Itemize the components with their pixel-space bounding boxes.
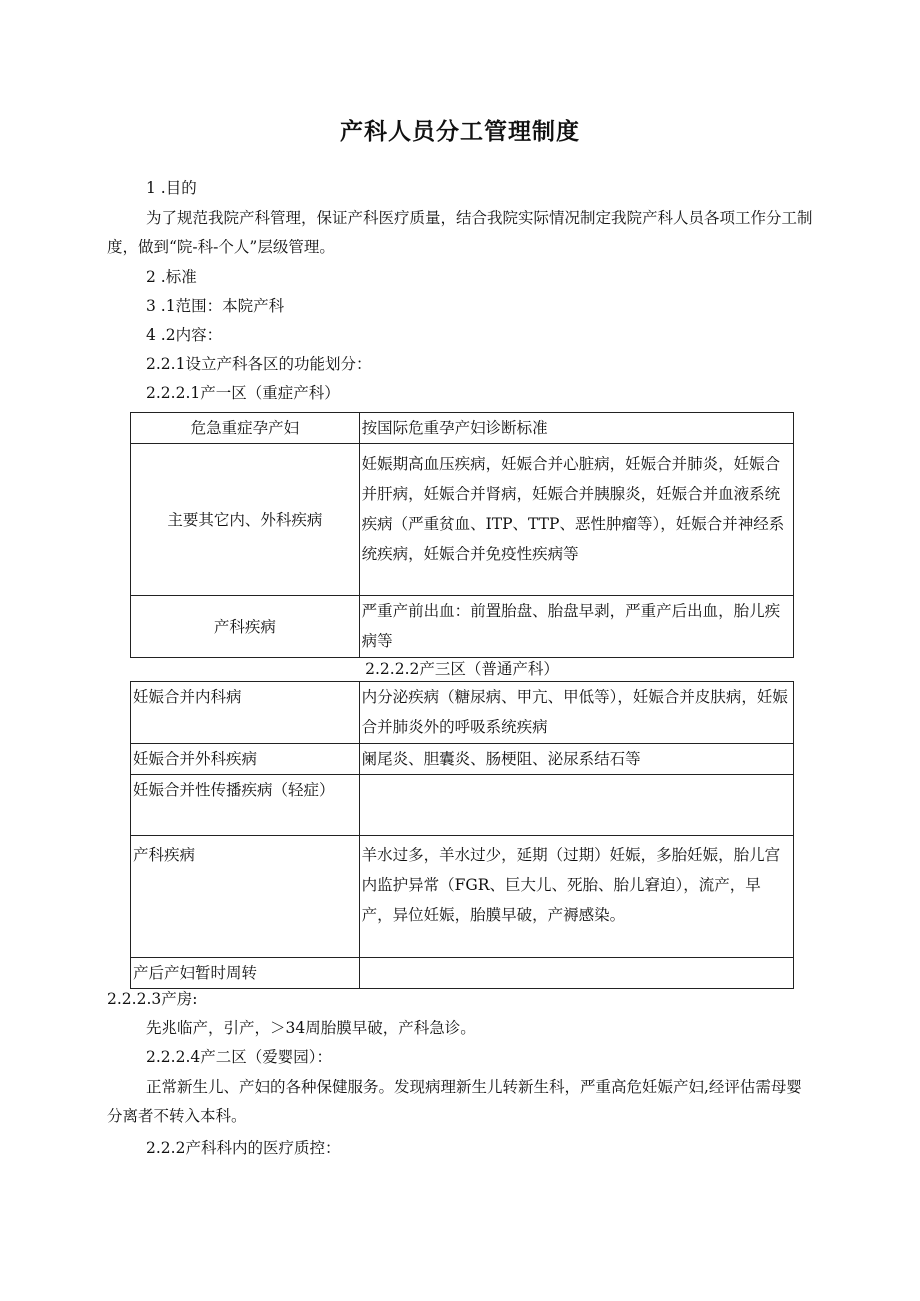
table-row (131, 444, 794, 596)
scope-line: 3 .1范围：本院产科 (146, 297, 285, 315)
table-cell-label: 产科疾病 (131, 836, 360, 958)
zone2-heading: 2.2.2.4产二区（爱婴园）： (146, 1048, 332, 1066)
table-cell-label: 产后产妇暂时周转 (131, 958, 360, 989)
table-cell-content: 羊水过多，羊水过少，延期（过期）妊娠，多胎妊娠，胎儿宫内监护异常（FGR、巨大儿、死胎、胎儿窘迫），流产，早产，异位妊娠，胎膜早破，产褥感染。 (359, 836, 793, 958)
section-standard-heading: 2 .标准 (146, 268, 197, 286)
table-cell-label: 危急重症孕产妇 (131, 413, 360, 444)
zone2-paragraph: 正常新生儿、产妇的各种保健服务。发现病理新生儿转新生科，严重高危妊娠产妇,经评估需母婴分离者不转入本科。 (107, 1078, 802, 1125)
table-row (131, 596, 794, 658)
table-cell-content: 严重产前出血：前置胎盘、胎盘早剥，严重产后出血，胎儿疾病等 (359, 596, 793, 658)
table-row (131, 413, 794, 444)
zone1-table (130, 412, 794, 658)
table-cell-label: 妊娠合并内科病 (131, 682, 360, 744)
content-heading: 4 .2内容： (146, 326, 223, 344)
table-row (131, 836, 794, 958)
table-cell-content: 按国际危重孕产妇诊断标准 (359, 413, 793, 444)
zone3-table (130, 681, 794, 989)
table-row (131, 775, 794, 836)
table-cell-label: 妊娠合并性传播疾病（轻症） (131, 775, 360, 836)
table-row (131, 744, 794, 775)
purpose-paragraph: 为了规范我院产科管理，保证产科医疗质量，结合我院实际情况制定我院产科人员各项工作分工制度，做到“院-科-个人”层级管理。 (107, 209, 813, 256)
table-row (131, 682, 794, 744)
page-title: 产科人员分工管理制度 (340, 119, 580, 145)
zone-division-heading: 2.2.1设立产科各区的功能划分： (146, 355, 372, 373)
table-cell-content: 阑尾炎、胆囊炎、肠梗阻、泌尿系结石等 (359, 744, 793, 775)
table-cell-content (359, 958, 793, 989)
table-cell-content: 妊娠期高血压疾病，妊娠合并心脏病，妊娠合并肺炎，妊娠合并肝病，妊娠合并肾病，妊娠合并胰腺炎，妊娠合并血液系统疾病（严重贫血、ITP、TTP、恶性肿瘤等），妊娠合并神经系统疾病，妊娠合并免疫性疾病等 (359, 444, 793, 596)
table-row (131, 958, 794, 989)
zone1-heading: 2.2.2.1产一区（重症产科） (146, 384, 340, 402)
delivery-room-heading: 2.2.2.3产房: (107, 990, 198, 1008)
table-cell-label: 产科疾病 (131, 596, 360, 658)
section-purpose-heading: 1 .目的 (146, 179, 197, 197)
table-cell-content (359, 775, 793, 836)
quality-control-heading: 2.2.2产科科内的医疗质控： (146, 1139, 341, 1157)
table-cell-label: 主要其它内、外科疾病 (131, 444, 360, 596)
table-cell-content: 内分泌疾病（糖尿病、甲亢、甲低等），妊娠合并皮肤病，妊娠合并肺炎外的呼吸系统疾病 (359, 682, 793, 744)
zone3-heading: 2.2.2.2产三区（普通产科） (365, 660, 559, 678)
delivery-room-text: 先兆临产，引产，＞34周胎膜早破，产科急诊。 (146, 1019, 476, 1037)
table-cell-label: 妊娠合并外科疾病 (131, 744, 360, 775)
